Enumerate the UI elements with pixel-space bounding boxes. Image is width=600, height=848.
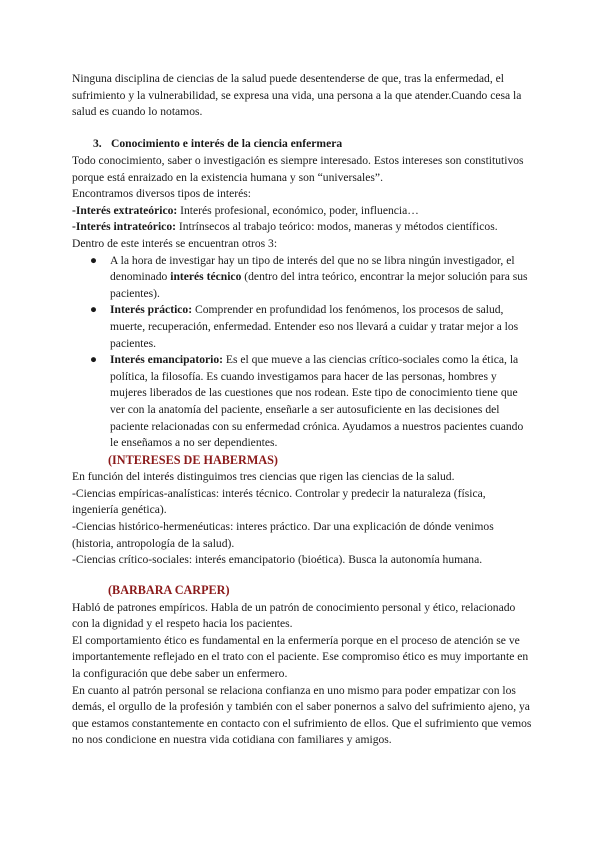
intrateorico-line: -Interés intrateórico: Intrínsecos al trabajo teórico: modos, maneras y métodos científicos. bbox=[72, 220, 498, 234]
habermas-para: En función del interés distinguimos tres ciencias que rigen las ciencias de la salud. bbox=[72, 470, 455, 484]
list-item: ● Interés emancipatorio: Es el que mueve a las ciencias crítico-sociales como la ética, la política, la filosofía. Es cuando investigamos para hacer de las personas, hombres y mujeres liberados de las cuestiones que nos rodean. Este tipo de conocimiento tiene que ver con la anatomía del paciente, enseñarle a ser autosuficiente en las decisiones del paciente relacionadas con su enfermedad crónica. Ayudamos a nuestros pacientes cuando le enseñamos a no ser dependientes. bbox=[90, 353, 524, 450]
bullet-icon: ● bbox=[90, 353, 98, 367]
carper-para-3: En cuanto al patrón personal se relaciona confianza en uno mismo para poder empatizar con los demás, el orgullo de la profesión y también con el saber ponernos a salvo del sufrimiento ajeno, ya que estamos constantemente en contacto con el sufrimiento de ellos. Que el sufrimiento que vemos no nos condicione en nuestra vida cotidiana con familiares y amigos. bbox=[72, 683, 532, 747]
section-3-heading bbox=[93, 136, 342, 153]
intro-paragraph: Ninguna disciplina de ciencias de la salud puede desentenderse de que, tras la enfermedad, el sufrimiento y la vulnerabilidad, se expresa una vida, una persona a la que atender.Cuando cesa la salud es cuando lo notamos. bbox=[72, 72, 522, 119]
habermas-line-1: -Ciencias empíricas-analísticas: interés técnico. Controlar y predecir la naturaleza (física, ingeniería genética). bbox=[72, 486, 486, 517]
habermas-line-2: -Ciencias histórico-hermenéuticas: interes práctico. Dar una explicación de dónde venimos (historia, antropología de la salud). bbox=[72, 520, 494, 550]
carper-para-2: El comportamiento ético es fundamental en la enfermería porque en el proceso de atención se ve importantemente reflejado en el trato con el paciente. Ese compromiso ético es muy importante en la configuración que debe saber un enfermero. bbox=[72, 633, 529, 680]
bullet-icon: ● bbox=[90, 253, 98, 267]
habermas-heading-line bbox=[72, 452, 532, 470]
within-line: Dentro de este interés se encuentran otros 3: bbox=[72, 236, 278, 250]
section-number: 3. bbox=[93, 137, 102, 150]
list-item: ● A la hora de investigar hay un tipo de interés del que no se libra ningún investigador, el denominado interés técnico (dentro del intra teórico, encontrar la mejor solución para sus pacientes). bbox=[90, 253, 528, 300]
carper-heading-line bbox=[72, 582, 532, 600]
section-3-body bbox=[72, 153, 532, 569]
list-item: ● Interés práctico: Comprender en profundidad los fenómenos, los procesos de salud, muerte, recuperación, enfermedad. Entender eso nos llevará a cuidar y tratar mejor a los pacientes. bbox=[90, 303, 519, 350]
section-3-para-2: Encontramos diversos tipos de interés: bbox=[72, 187, 252, 201]
habermas-line-3: -Ciencias crítico-sociales: interés emancipatorio (bioética). Busca la autonomía humana. bbox=[72, 553, 483, 567]
section-3-para-1: Todo conocimiento, saber o investigación es siempre interesado. Estos intereses son constitutivos porque está enraizado en la existencia humana y son “universales”. bbox=[72, 154, 524, 184]
habermas-heading: (INTERESES DE HABERMAS) bbox=[108, 452, 278, 467]
carper-para-1: Habló de patrones empíricos. Habla de un patrón de conocimiento personal y ético, relacionado con la dignidad y el respeto hacia los pacientes. bbox=[72, 600, 516, 631]
bullet-icon: ● bbox=[90, 303, 98, 317]
extrateorico-line: -Interés extrateórico: Interés profesional, económico, poder, influencia… bbox=[72, 203, 419, 217]
interest-bullet-list bbox=[72, 253, 532, 452]
carper-heading: (BARBARA CARPER) bbox=[108, 583, 230, 597]
carper-section bbox=[72, 582, 532, 749]
section-title: Conocimiento e interés de la ciencia enfermera bbox=[111, 137, 343, 150]
